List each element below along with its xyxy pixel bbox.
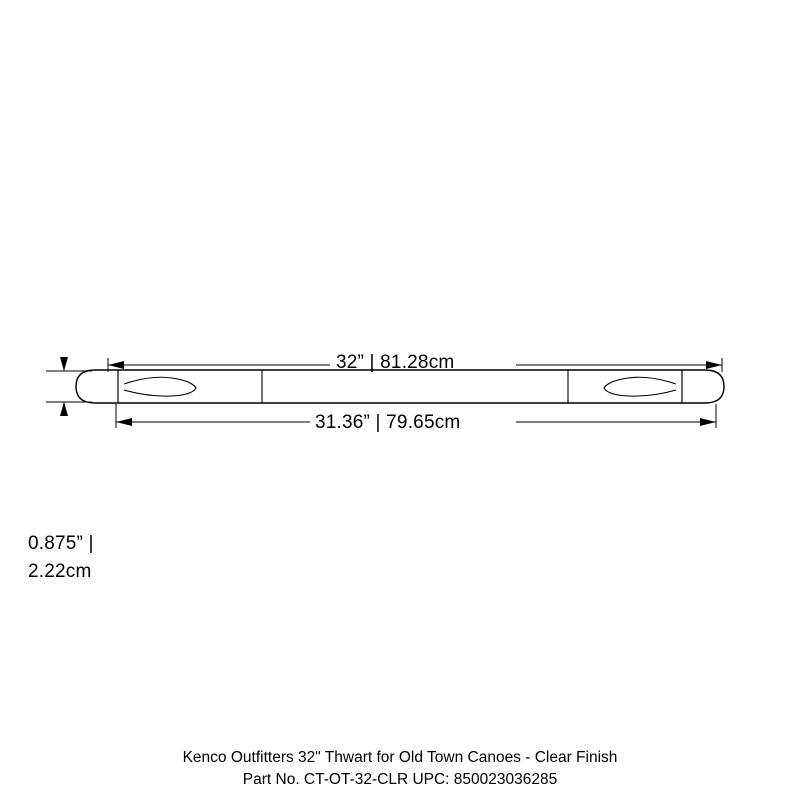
inner-arrow-left: [116, 418, 132, 426]
overall-arrow-left: [108, 361, 124, 369]
thwart-body-outline: [76, 370, 724, 403]
product-caption-line1: Kenco Outfitters 32" Thwart for Old Town Canoes - Clear Finish: [182, 749, 618, 766]
thwart-part: [76, 370, 724, 403]
thickness-label-line2: 2.22cm: [28, 561, 92, 582]
product-caption-line2: Part No. CT-OT-32-CLR UPC: 850023036285: [242, 771, 558, 788]
thickness-label: [28, 530, 94, 586]
overall-arrow-right: [706, 361, 722, 369]
overall-length-label: 32” | 81.28cm: [336, 352, 455, 373]
thickness-arrow-bottom: [60, 402, 68, 416]
thickness-arrow-top: [60, 357, 68, 371]
thickness-label-line1: 0.875” |: [28, 533, 94, 554]
inner-arrow-right: [700, 418, 716, 426]
inner-length-label: 31.36” | 79.65cm: [315, 412, 461, 433]
